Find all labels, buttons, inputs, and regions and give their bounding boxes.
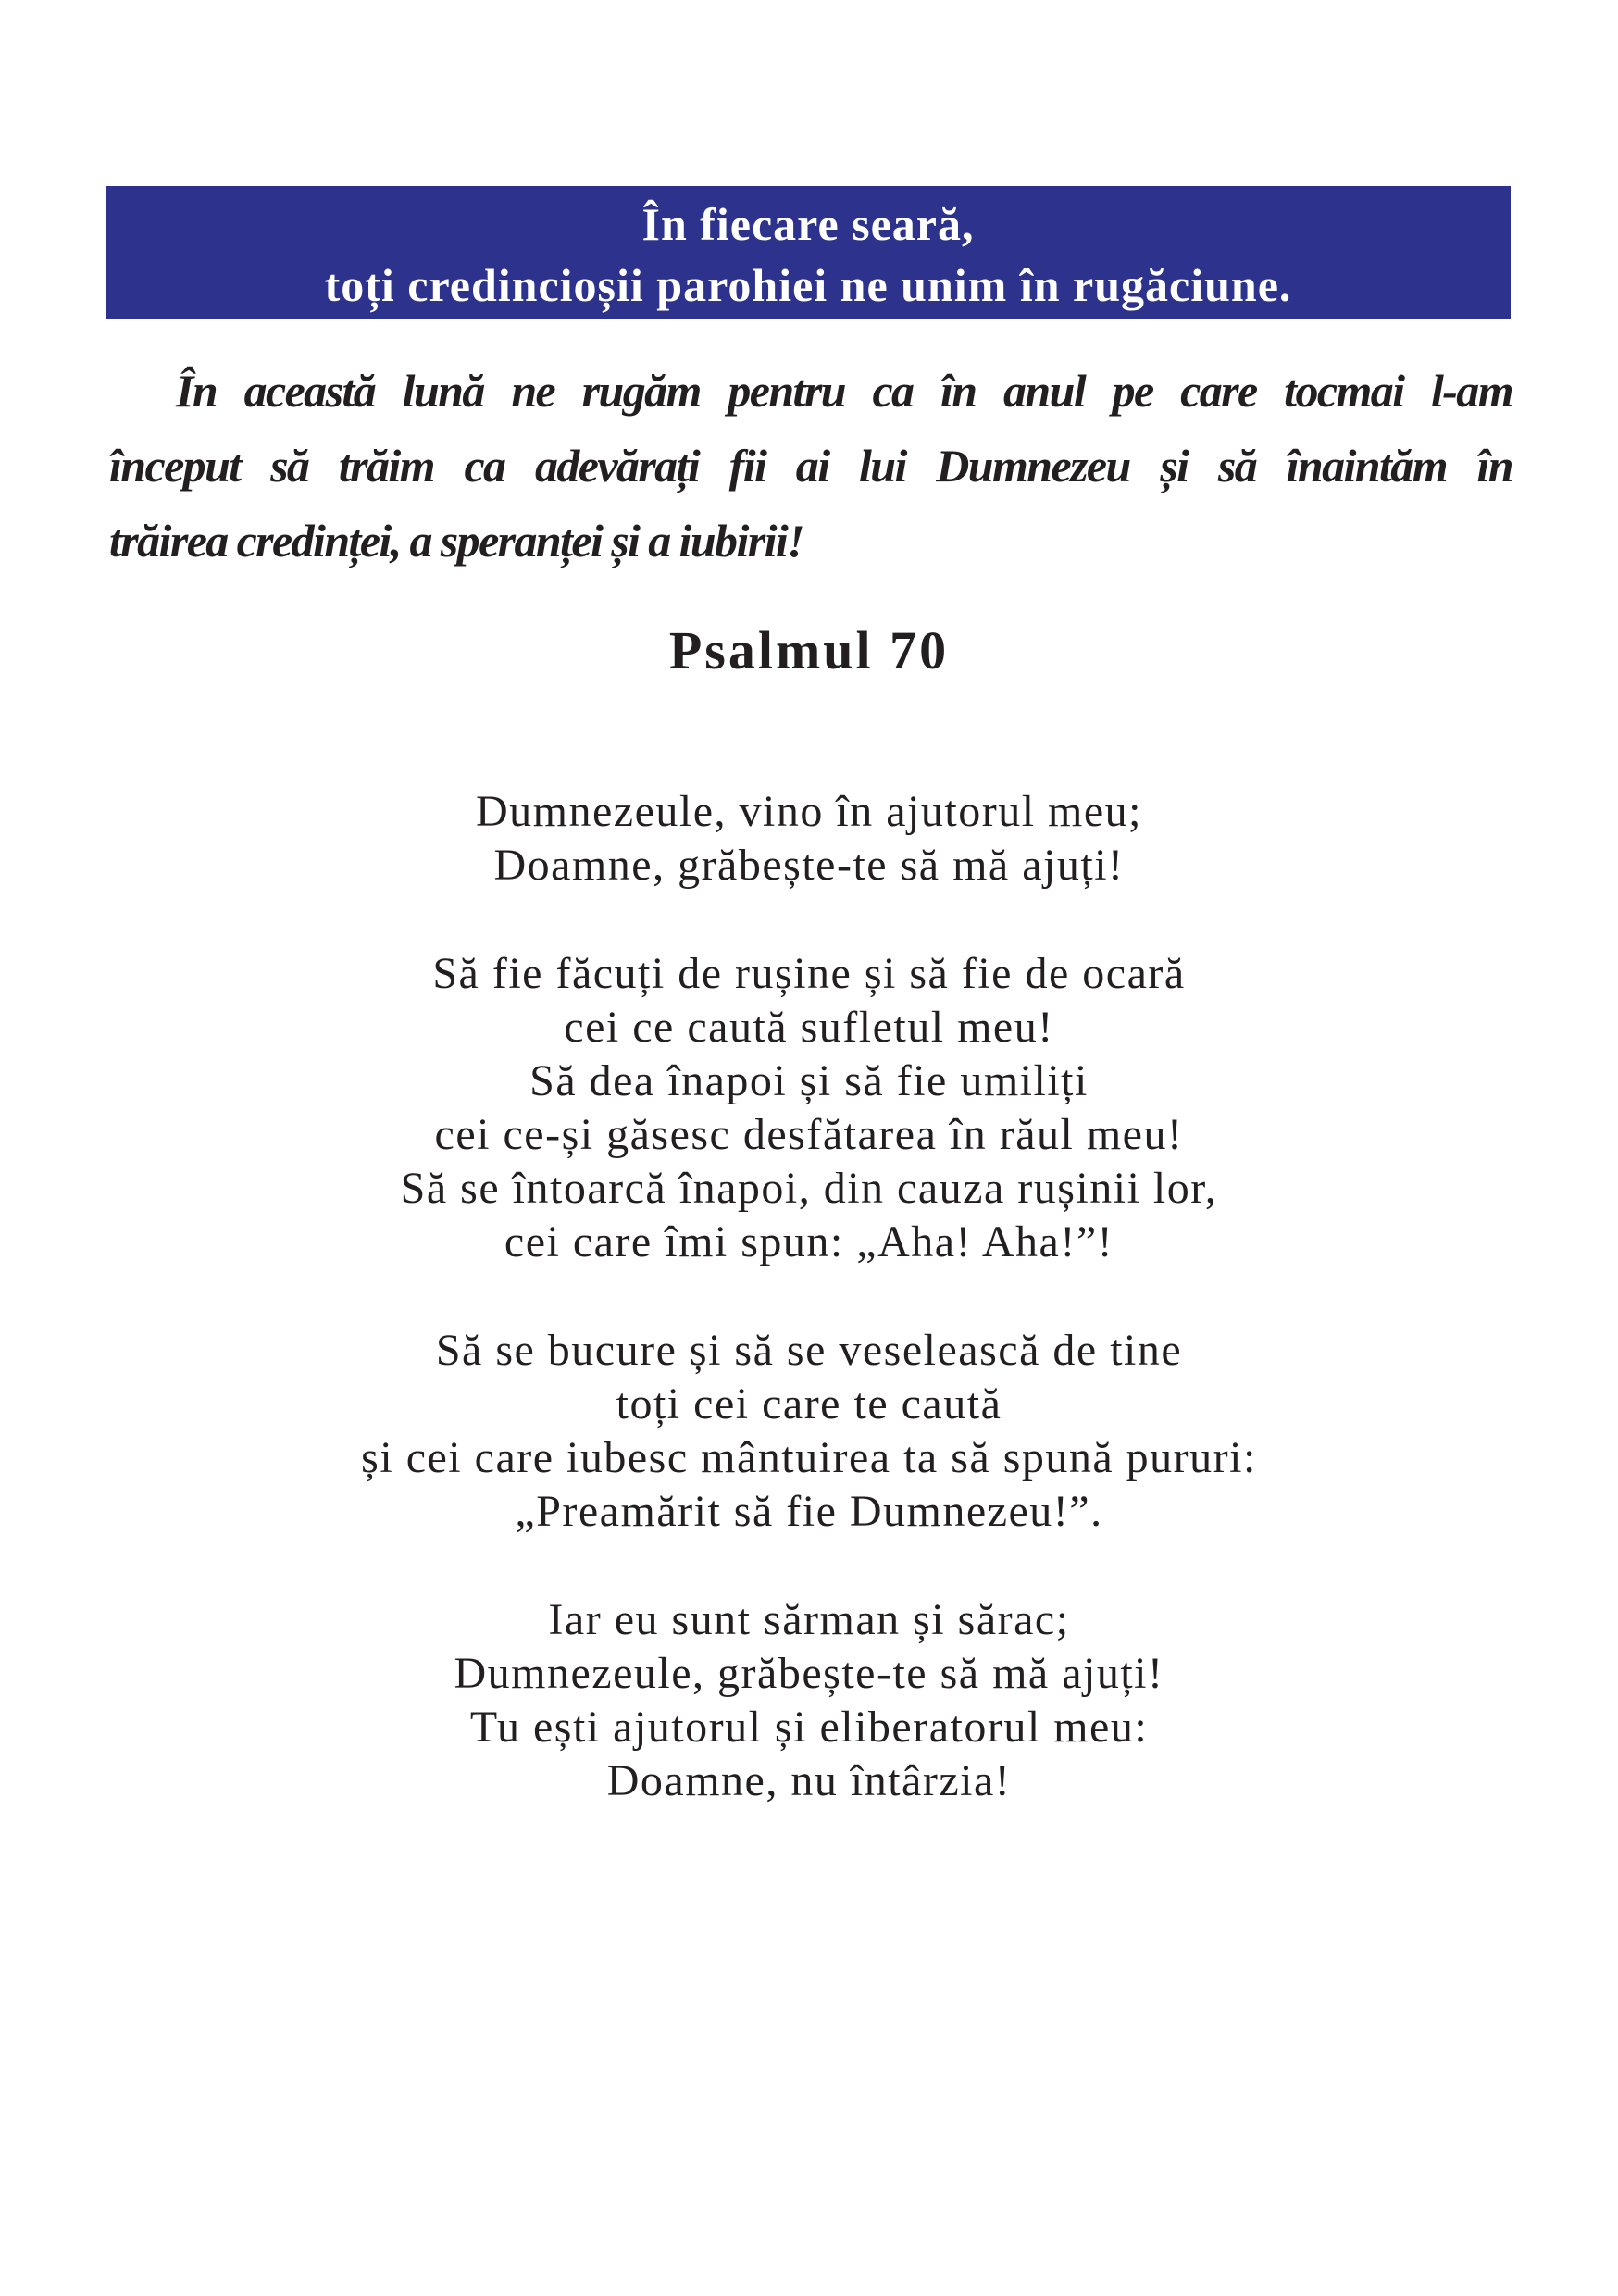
psalm-verse: „Preamărit să fie Dumnezeu!”. (515, 1487, 1103, 1536)
psalm-verse: Dumnezeule, vino în ajutorul meu; (476, 787, 1142, 836)
psalm-verse: și cei care iubesc mântuirea ta să spună pururi: (361, 1433, 1257, 1482)
psalm-stanza (0, 785, 1618, 892)
psalm-stanza (0, 1593, 1618, 1808)
psalm-verse: Să dea înapoi și să fie umiliți (529, 1056, 1089, 1105)
psalm-verse: Doamne, grăbește-te să mă ajuți! (493, 841, 1125, 890)
banner-line: În fiecare seară, (641, 198, 975, 250)
psalm-text (0, 785, 1618, 1863)
banner-line: toți credincioșii parohiei ne unim în rugăciune. (324, 259, 1292, 311)
prayer-banner (106, 186, 1511, 319)
psalm-verse: Tu ești ajutorul și eliberatorul meu: (469, 1703, 1149, 1752)
psalm-verse: Să se bucure și să se veselească de tine (435, 1326, 1183, 1375)
psalm-title: Psalmul 70 (668, 620, 950, 680)
psalm-verse: Iar eu sunt sărman și sărac; (548, 1595, 1070, 1644)
intention-line: început să trăim ca adevărați fii ai lui Dumnezeu și să înaintăm în (109, 440, 1512, 492)
psalm-verse: Să se întoarcă înapoi, din cauza rușinii lor, (400, 1164, 1218, 1213)
psalm-verse: Doamne, nu întârzia! (606, 1756, 1012, 1805)
psalm-verse: Dumnezeule, grăbește-te să mă ajuți! (454, 1649, 1164, 1698)
psalm-verse: cei ce-și găsesc desfătarea în răul meu! (434, 1110, 1184, 1159)
monthly-intention (109, 354, 1512, 579)
psalm-verse: Să fie făcuți de rușine și să fie de ocară (432, 949, 1186, 998)
psalm-stanza (0, 947, 1618, 1269)
psalm-stanza (0, 1324, 1618, 1539)
intention-line: În această lună ne rugăm pentru ca în anul pe care tocmai l-am (176, 365, 1512, 417)
intention-line: trăirea credinței, a speranței și a iubirii! (109, 515, 804, 567)
psalm-verse: toți cei care te caută (616, 1379, 1002, 1429)
psalm-verse: cei care îmi spun: „Aha! Aha!”! (504, 1217, 1114, 1267)
psalm-verse: cei ce caută sufletul meu! (564, 1003, 1054, 1052)
